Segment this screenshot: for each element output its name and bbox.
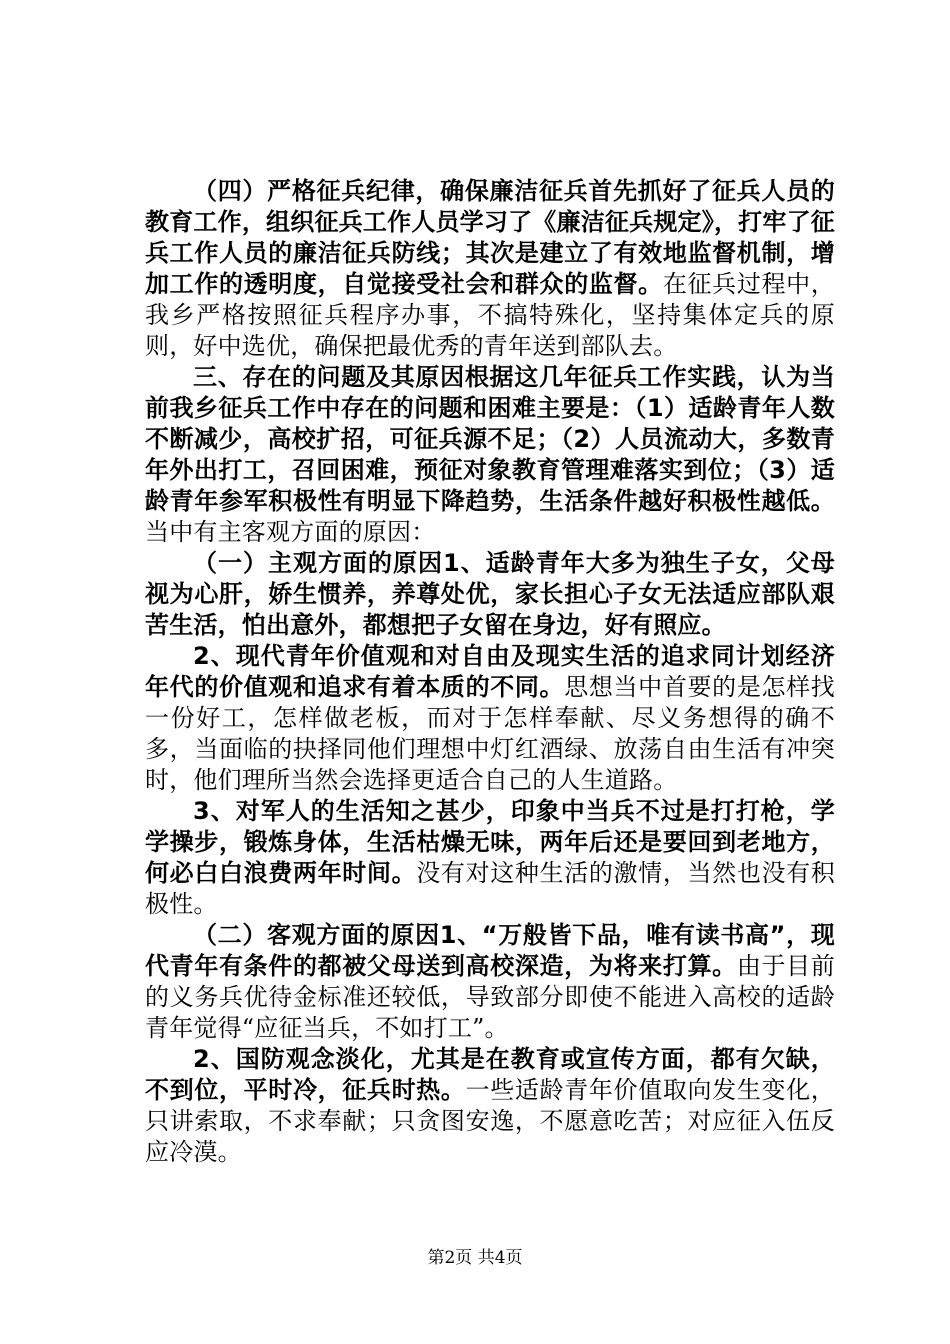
paragraph-bold-text: 3、对军人的生活知之甚少，印象中当兵不过是打打枪，学学操步，锻炼身体，生活枯燥无味，两年后还是要回到老地方，何必白白浪费两年时间。 (145, 797, 835, 887)
paragraph-objective-reason-1 (145, 920, 835, 1044)
paragraph-bold-text: 三、存在的问题及其原因根据这几年征兵工作实践，认为当前我乡征兵工作中存在的问题和困难主要是：（1）适龄青年人数不断减少，高校扩招，可征兵源不足；（2）人员流动大，多数青年外出打工，召回困难，预征对象教育管理难落实到位；（3）适龄青年参军积极性有明显下降趋势，生活条件越好积极性越低。 (145, 363, 835, 515)
page-number-footer: 第2页 共4页 (427, 1248, 523, 1268)
paragraph-subjective-reason-3 (145, 796, 835, 920)
paragraph-regular-text: 在征兵过程中，我乡严格按照征兵程序办事，不搞特殊化，坚持集体定兵的原则，好中选优，确保把最优秀的青年送到部队去。 (145, 270, 835, 360)
paragraph-objective-reason-2 (145, 1044, 835, 1168)
paragraph-regular-text: 由于目前的义务兵优待金标准还较低，导致部分即使不能进入高校的适龄青年觉得“应征当兵，不如打工”。 (145, 952, 835, 1042)
paragraph-regular-text: 没有对这种生活的激情，当然也没有积极性。 (145, 859, 835, 918)
paragraph-bold-text: 2、现代青年价值观和对自由及现实生活的追求同计划经济年代的价值观和追求有着本质的不同。 (145, 642, 835, 701)
document-body (145, 176, 835, 1168)
paragraph-regular-text: 思想当中首要的是怎样找一份好工，怎样做老板，而对于怎样奉献、尽义务想得的确不多，当面临的抉择同他们理想中灯红酒绿、放荡自由生活有冲突时，他们理所当然会选择更适合自己的人生道路。 (145, 673, 835, 794)
paragraph-subjective-reason-2 (145, 641, 835, 796)
paragraph-bold-text: （一）主观方面的原因1、适龄青年大多为独生子女，父母视为心肝，娇生惯养，养尊处优，家长担心子女无法适应部队艰苦生活，怕出意外，都想把子女留在身边，好有照应。 (145, 549, 835, 639)
paragraph-regular-text: 当中有主客观方面的原因： (145, 518, 436, 546)
paragraph-bold-text: （二）客观方面的原因1、“万般皆下品，唯有读书高”，现代青年有条件的都被父母送到高校深造，为将来打算。 (145, 921, 835, 980)
paragraph-bold-text: 2、国防观念淡化，尤其是在教育或宣传方面，都有欠缺，不到位，平时冷，征兵时热。 (145, 1045, 835, 1104)
paragraph-subjective-reason-1 (145, 548, 835, 641)
paragraph-recruitment-discipline (145, 176, 835, 362)
paragraph-problems-and-causes (145, 362, 835, 548)
paragraph-regular-text: 一些适龄青年价值取向发生变化，只讲索取，不求奉献；只贪图安逸，不愿意吃苦；对应征入伍反应冷漠。 (145, 1076, 836, 1166)
paragraph-bold-text: （四）严格征兵纪律，确保廉洁征兵首先抓好了征兵人员的教育工作，组织征兵工作人员学习了《廉洁征兵规定》，打牢了征兵工作人员的廉洁征兵防线；其次是建立了有效地监督机制，增加工作的透明度，自觉接受社会和群众的监督。 (145, 177, 835, 298)
